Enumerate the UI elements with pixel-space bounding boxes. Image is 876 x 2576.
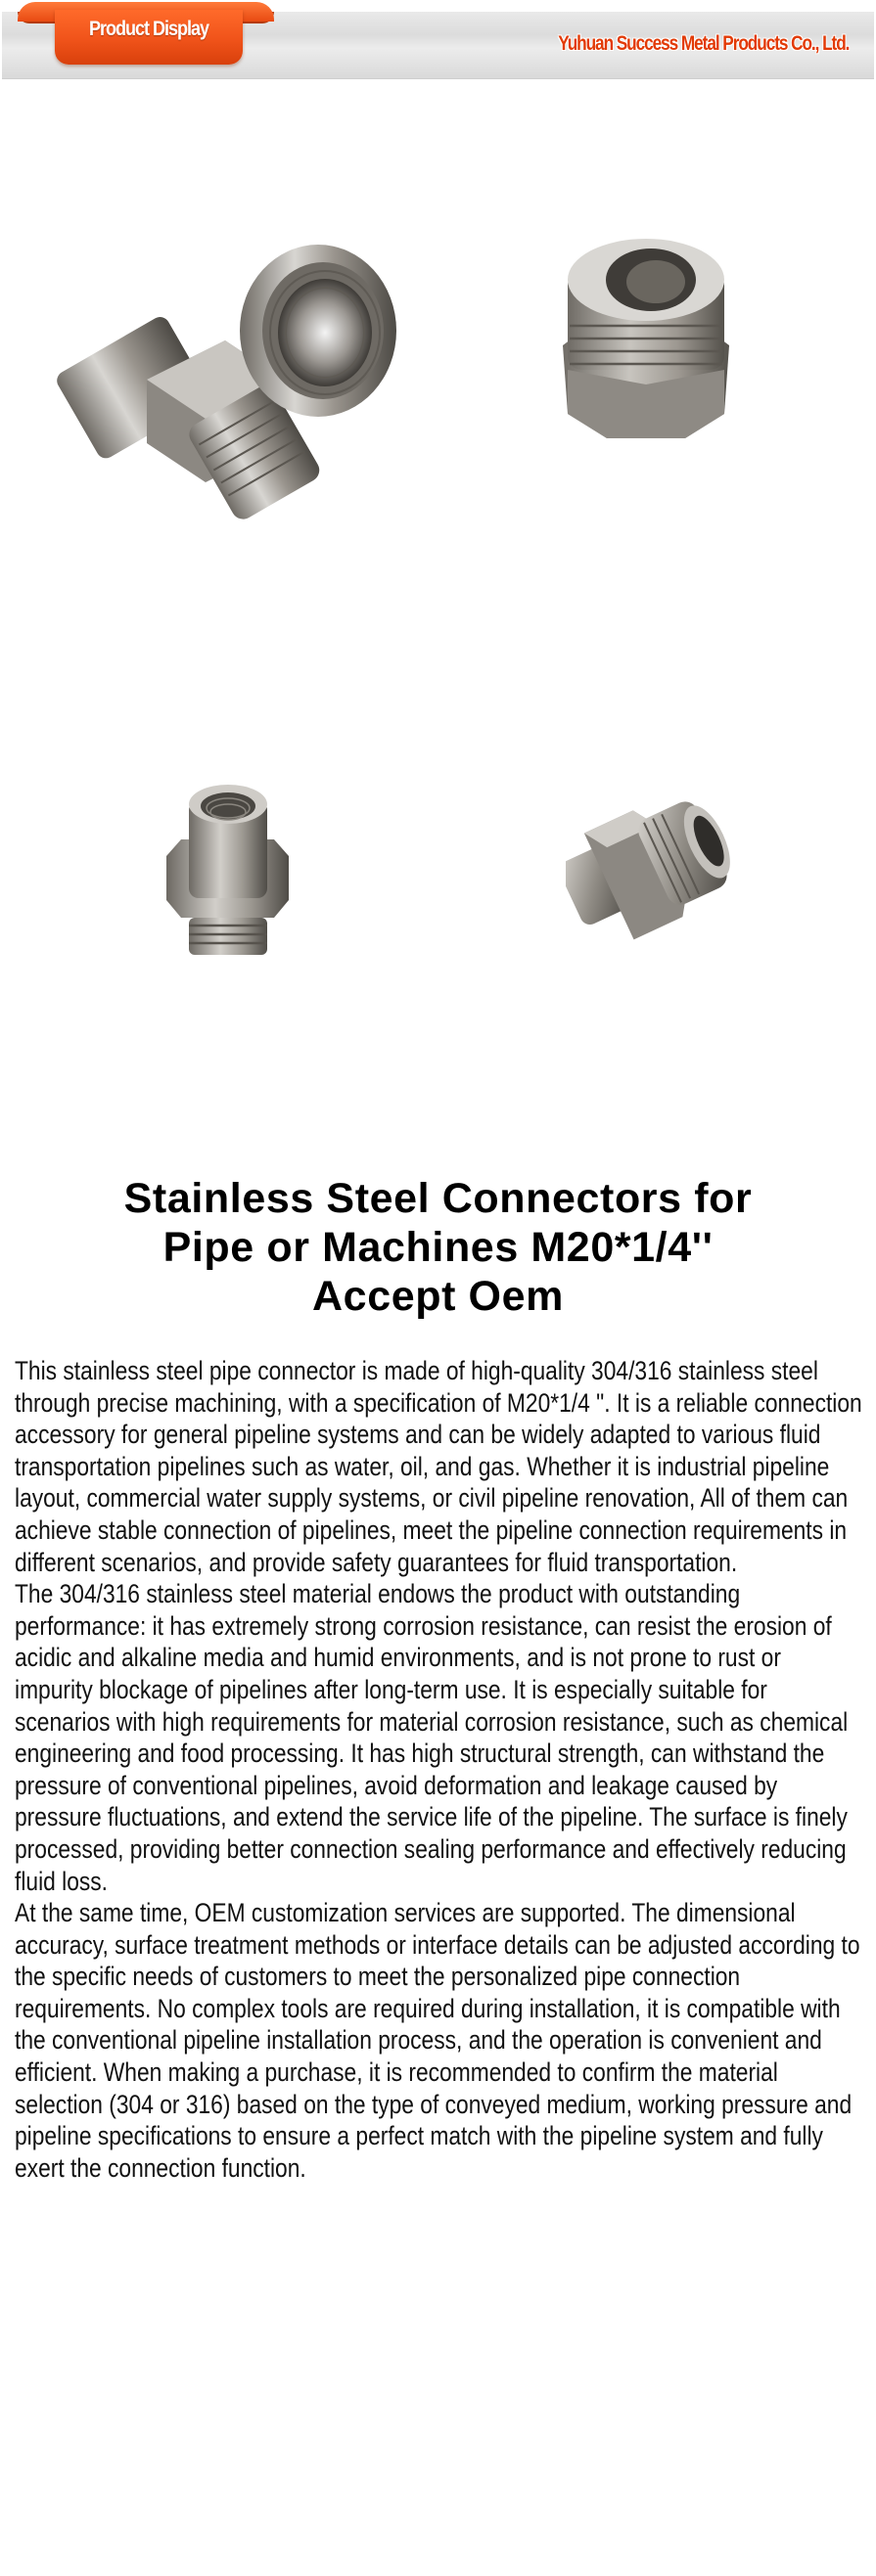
female-thread-connector-icon bbox=[161, 783, 294, 959]
hex-connector-icon bbox=[558, 233, 734, 446]
description-paragraph-1: This stainless steel pipe connector is made of high-quality 304/316 stainless steel through precise machining, with a specification of M20*1/4 ". It is a reliable connection accessory for general pipeline systems and can be widely adapted to various fluid transportation pipelines such as water, oil, and gas. Whether it is industrial pipeline layout, commercial water supply systems, or civil pipeline renovation, All of them can achieve stable connection of pipelines, meet the pipeline connection requirements in different scenarios, and provide safety guarantees for fluid transportation. bbox=[15, 1356, 862, 1577]
product-image-3 bbox=[161, 783, 294, 959]
product-description bbox=[15, 1355, 865, 2184]
angled-hex-connector-icon bbox=[566, 788, 732, 949]
section-label: Product Display bbox=[88, 18, 209, 40]
description-paragraph-2: The 304/316 stainless steel material endows the product with outstanding performance: it has extremely strong corrosion resistance, can resist the erosion of acidic and alkaline media and humid environments, and is not prone to rust or impurity blockage of pipelines after long-term use. It is especially suitable for scenarios with high requirements for material corrosion resistance, such as chemical engineering and food processing. It has high structural strength, can withstand the pressure of conventional pipelines, avoid deformation and leakage caused by pressure fluctuations, and extend the service life of the pipeline. The surface is finely processed, providing better connection sealing performance and effectively reducing fluid loss. bbox=[15, 1579, 849, 1896]
product-display-banner bbox=[0, 0, 876, 82]
product-image-4 bbox=[566, 788, 732, 949]
product-title-line-3: Accept Oem bbox=[312, 1273, 564, 1320]
connector-pair-icon bbox=[39, 233, 396, 536]
product-title-line-1: Stainless Steel Connectors for bbox=[123, 1175, 753, 1222]
description-paragraph-3: At the same time, OEM customization services are supported. The dimensional accuracy, surface treatment methods or interface details can be adjusted according to the specific needs of customers to meet the personalized pipe connection requirements. No complex tools are required during installation, it is compatible with the conventional pipeline installation process, and the operation is convenient and efficient. When making a purchase, it is recommended to confirm the material selection (304 or 316) based on the type of conveyed medium, working pressure and pipeline specifications to ensure a perfect match with the pipeline system and fully exert the connection function. bbox=[15, 1898, 860, 2183]
product-image-1 bbox=[39, 233, 396, 536]
company-name: Yuhuan Success Metal Products Co., Ltd. bbox=[557, 32, 849, 55]
product-image-2 bbox=[558, 233, 734, 446]
product-title-line-2: Pipe or Machines M20*1/4'' bbox=[162, 1224, 714, 1271]
product-title bbox=[39, 1174, 837, 1321]
